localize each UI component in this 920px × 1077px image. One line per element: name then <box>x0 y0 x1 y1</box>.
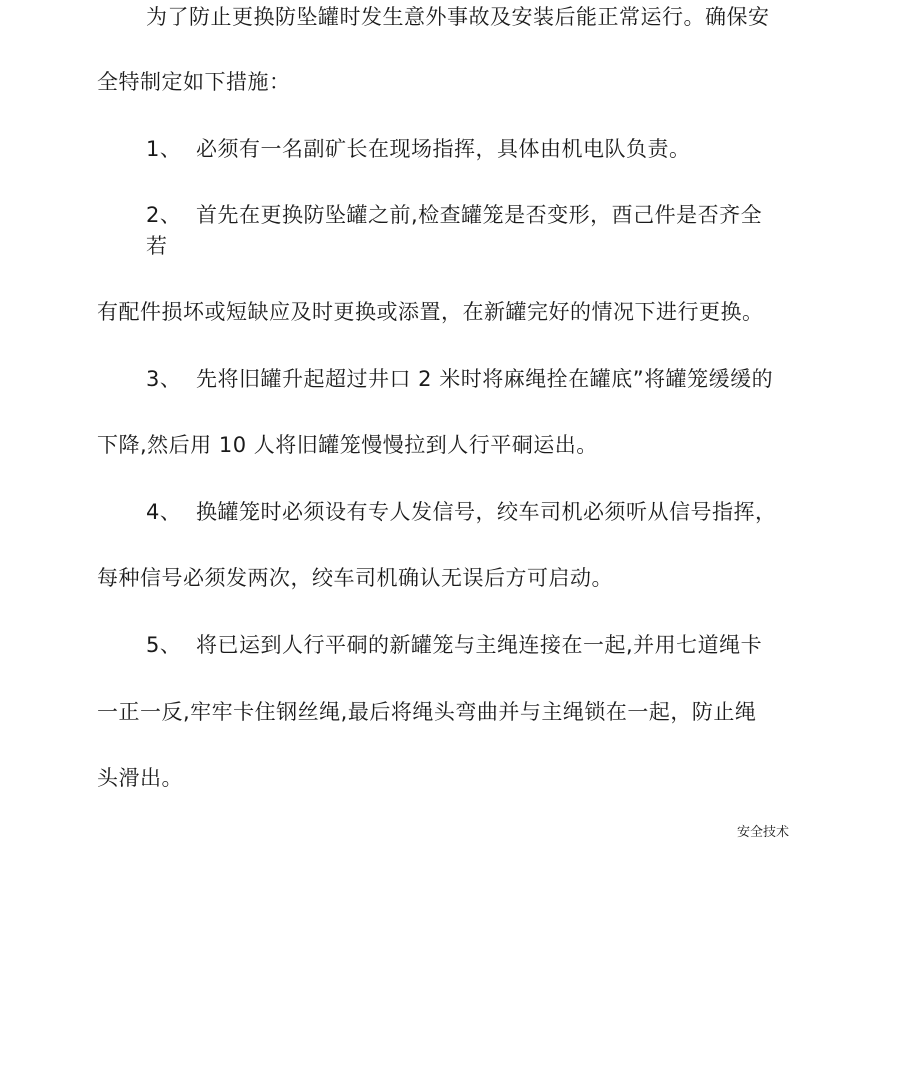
list-item-5-continuation-2: 头滑出。 <box>97 766 183 790</box>
item-text: 将已运到人行平硐的新罐笼与主绳连接在一起,并用七道绳卡 <box>196 633 763 657</box>
item-number: 2、 <box>146 203 182 227</box>
list-item-2-wrap: 若 <box>146 234 168 258</box>
item-number: 5、 <box>146 633 182 657</box>
item-number: 4、 <box>146 500 182 524</box>
intro-line-2: 全特制定如下措施： <box>97 70 291 94</box>
list-item-2-continuation: 有配件损坏或短缺应及时更换或添置，在新罐完好的情况下进行更换。 <box>97 300 764 324</box>
list-item-2 <box>146 200 762 230</box>
item-text: 必须有一名副矿长在现场指挥，具体由机电队负责。 <box>196 137 691 161</box>
item-text: 先将旧罐升起超过井口 2 米时将麻绳拴在罐底”将罐笼缓缓的 <box>196 367 774 391</box>
item-number: 1、 <box>146 137 182 161</box>
list-item-4 <box>146 497 777 527</box>
footer-label: 安全技术 <box>737 825 790 840</box>
list-item-3 <box>146 364 773 394</box>
item-text: 换罐笼时必须设有专人发信号，绞车司机必须听从信号指挥， <box>196 500 777 524</box>
item-text: 首先在更换防坠罐之前,检查罐笼是否变形，酉己件是否齐全 <box>196 203 763 227</box>
intro-line-1: 为了防止更换防坠罐时发生意外事故及安装后能正常运行。确保安 <box>146 5 770 29</box>
list-item-1 <box>146 134 691 164</box>
list-item-5-continuation: 一正一反,牢牢卡住钢丝绳,最后将绳头弯曲并与主绳锁在一起，防止绳 <box>97 700 757 724</box>
list-item-3-continuation: 下降,然后用 10 人将旧罐笼慢慢拉到人行平硐运出。 <box>97 433 598 457</box>
list-item-4-continuation: 每种信号必须发两次，绞车司机确认无误后方可启动。 <box>97 566 613 590</box>
list-item-5 <box>146 630 762 660</box>
item-number: 3、 <box>146 367 182 391</box>
